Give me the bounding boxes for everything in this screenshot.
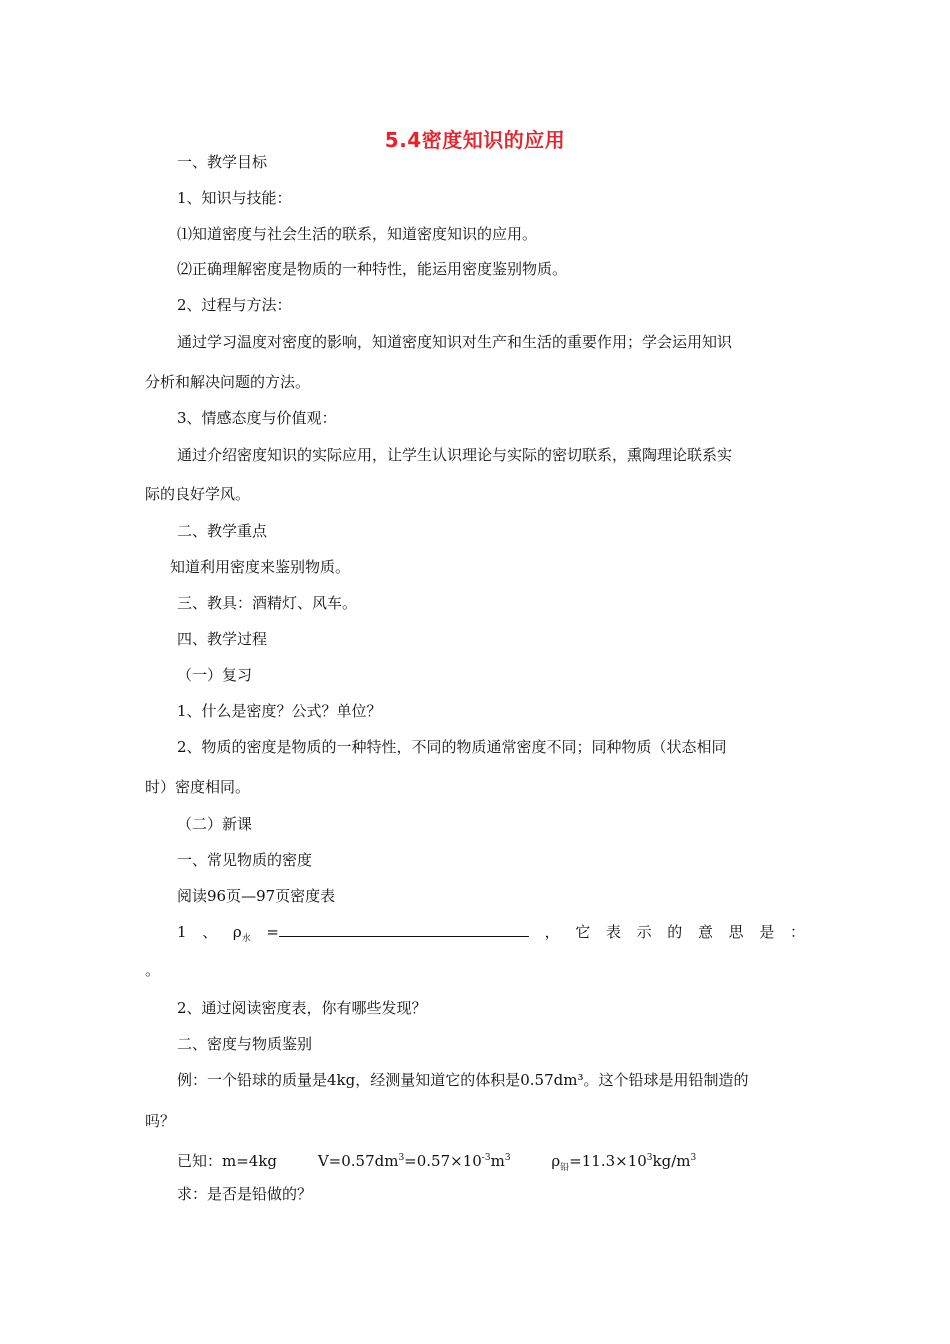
- section-teaching-process: 四、教学过程: [177, 630, 268, 648]
- given-lead-density: $\rho_铅=11.3\times 10^3kg/m^3$: [551, 1152, 697, 1173]
- goal-attitude-heading: 3、情感态度与价值观：: [177, 409, 337, 427]
- q1-char: 的: [667, 923, 683, 941]
- goal-attitude-text-line2: 际的良好学风。: [145, 485, 251, 503]
- q1-char: 表: [605, 923, 621, 941]
- section-teaching-goals: 一、教学目标: [177, 153, 268, 171]
- find-statement: 求：是否是铅做的？: [177, 1185, 313, 1203]
- q1-end-mark: 。: [145, 961, 161, 979]
- goal-attitude-text-line1: 通过介绍密度知识的实际应用，让学生认识理论与实际的密切联系，熏陶理论联系实: [177, 446, 733, 464]
- question-2: 2、通过阅读密度表，你有哪些发现？: [177, 999, 427, 1017]
- review-question-1: 1、什么是密度？公式？单位？: [177, 702, 382, 720]
- page-title: 5.4密度知识的应用: [384, 128, 566, 152]
- q1-char: ：: [789, 923, 805, 941]
- topic-density-identification: 二、密度与物质鉴别: [177, 1035, 313, 1053]
- example-line1: 例：一个铅球的质量是4kg，经测量知道它的体积是0.57dm³。这个铅球是用铅制造的: [177, 1071, 749, 1089]
- goal-process-text-line1: 通过学习温度对密度的影响，知道密度知识对生产和生活的重要作用；学会运用知识: [177, 333, 733, 351]
- fill-blank-question-1: [177, 922, 805, 949]
- given-volume: $V=0.57dm^3=0.57\times 10^{-3}m^3$: [317, 1152, 511, 1170]
- goal-process-heading: 2、过程与方法：: [177, 296, 292, 314]
- section-key-points: 二、教学重点: [177, 522, 268, 540]
- given-values: [177, 1148, 696, 1178]
- goal-knowledge-item-2: ⑵正确理解密度是物质的一种特性，能运用密度鉴别物质。: [177, 260, 568, 278]
- q1-comma: ，: [544, 923, 560, 941]
- review-question-2-line1: 2、物质的密度是物质的一种特性，不同的物质通常密度不同；同种物质（状态相同: [177, 738, 727, 756]
- topic-common-densities: 一、常见物质的密度: [177, 851, 313, 869]
- q1-rho: $\rho_水$: [232, 923, 251, 944]
- q1-char: 是: [759, 923, 775, 941]
- example-line2: 吗？: [145, 1112, 176, 1130]
- q1-answer-blank[interactable]: =: [266, 922, 529, 949]
- q1-number: 1: [177, 923, 187, 941]
- subsection-review: （一）复习: [177, 666, 253, 684]
- review-question-2-line2: 时）密度相同。: [145, 778, 251, 796]
- q1-char: 它: [575, 923, 591, 941]
- q1-char: 示: [636, 923, 652, 941]
- key-point-text: 知道利用密度来鉴别物质。: [170, 558, 351, 576]
- q1-separator: 、: [202, 923, 218, 941]
- goal-knowledge-heading: 1、知识与技能：: [177, 189, 292, 207]
- goal-process-text-line2: 分析和解决问题的方法。: [145, 373, 311, 391]
- q1-char: 思: [728, 923, 744, 941]
- given-mass: 已知：m=4kg: [177, 1152, 278, 1170]
- section-teaching-aids: 三、教具：酒精灯、风车。: [177, 594, 358, 612]
- q1-char: 意: [697, 923, 713, 941]
- subsection-new-lesson: （二）新课: [177, 815, 253, 833]
- reading-instruction: 阅读96页—97页密度表: [177, 887, 336, 905]
- goal-knowledge-item-1: ⑴知道密度与社会生活的联系，知道密度知识的应用。: [177, 225, 538, 243]
